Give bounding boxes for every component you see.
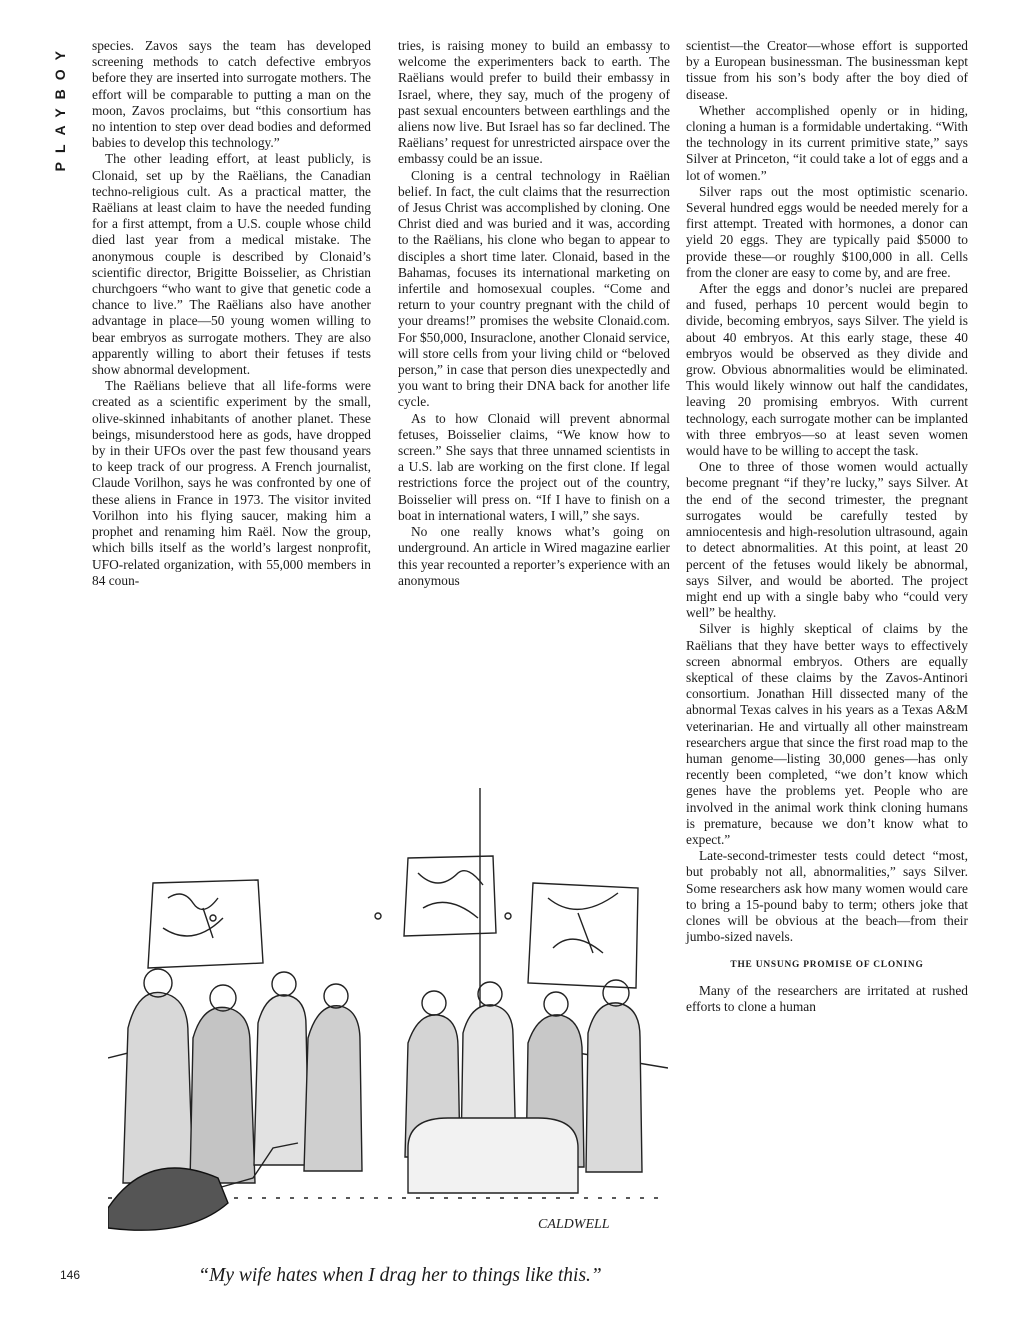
cartoon-illustration xyxy=(108,788,668,1248)
paragraph: Whether accomplished openly or in hiding, cloning a human is a formidable undertaking. “With the technology in its current primitive state,” says Silver at Princeton, “it could take a lot of eggs and a lot of women.” xyxy=(686,102,968,183)
masthead-vertical: PLAYBOY xyxy=(52,42,68,172)
article-column-3 xyxy=(686,38,968,1015)
paragraph: Cloning is a central technology in Raëlian belief. In fact, the cult claims that the resurrection of Jesus Christ was accomplished by cloning. One Christ died and was buried and it was, according to the Raëlians, his clone who began to appear to disciples a short time later. Clonaid, based in the Bahamas, focuses its international marketing on infertile and homosexual couples. “Come and return to your country pregnant with the child of your dreams!” promises the website Clonaid.com. For $50,000, Insuraclone, another Clonaid service, will store cells from your living child or “beloved person,” in case that person dies unexpectedly and you want to bring their DNA back for another life cycle. xyxy=(398,167,670,410)
paragraph: No one really knows what’s going on underground. An article in Wired magazine earlier this year recounted a reporter’s experience with an anonymous xyxy=(398,524,670,588)
paragraph: Silver raps out the most optimistic scenario. Several hundred eggs would be needed merely for a first attempt. Treated with hormones, a donor can yield 20 eggs. They are typically paid $5000 to provide these—or roughly $100,000 in all. Cells from the cloner are easy to come by, and are free. xyxy=(686,183,968,280)
paragraph: After the eggs and donor’s nuclei are prepared and fused, perhaps 10 percent would begin to divide, becoming embryos, says Silver. The yield is about 40 embryos. At this early stage, these 40 embryos would be observed as they divide and grow. Obvious abnormalities would be eliminated. This would likely winnow out half the candidates, leaving 20 promising embryos. With current technology, each surrogate mother can be implanted with three embryos—so at least seven women would have to be willing to accept the task. xyxy=(686,281,968,459)
page-number: 146 xyxy=(60,1268,81,1282)
paragraph: tries, is raising money to build an embassy to welcome the experimenters back to earth. The Raëlians would prefer to build their embassy in Israel, where, they say, much of the progeny of past sexual encounters between earthlings and the aliens now live. But Israel has so far declined. The Raëlians’ request for unrestricted airspace over the embassy could be an issue. xyxy=(398,38,670,167)
article-column-2 xyxy=(398,38,670,589)
cartoon-caption: “My wife hates when I drag her to things like this.” xyxy=(198,1265,602,1286)
paragraph: As to how Clonaid will prevent abnormal fetuses, Boisselier claims, “We know how to screen.” She says that three unnamed scientists in a U.S. lab are working on the first clone. If legal restrictions force the project out of the country, Boisselier will press on. “If I have to finish on a boat in international waters, I will,” she says. xyxy=(398,410,670,523)
paragraph: Many of the researchers are irritated at rushed efforts to clone a human xyxy=(686,982,968,1014)
section-subhead: THE UNSUNG PROMISE OF CLONING xyxy=(730,960,924,971)
paragraph: One to three of those women would actually become pregnant “if they’re lucky,” says Silver. At the end of the second trimester, the pregnant surrogates would be carefully tested by amniocentesis and high-resolution ultrasound, again to detect abnormalities. At this point, at least 20 percent of the fetuses would likely be abnormal, says Silver, and would be aborted. The project might end up with a single baby who “could very well” be healthy. xyxy=(686,459,968,621)
paragraph: Late-second-trimester tests could detect “most, but probably not all, abnormalities,” says Silver. Some researchers ask how many women would care to bring a 15-pound baby to term; others joke that clones will be obvious at the beach—from their jumbo-sized navels. xyxy=(686,848,968,945)
paragraph: The other leading effort, at least publicly, is Clonaid, set up by the Raëlians, the Canadian techno-religious cult. As a practical matter, the Raëlians at least claim to have the needed funding for a first attempt, from a U.S. couple whose child died last year from a medical mistake. The anonymous couple is described by Clonaid’s scientific director, Brigitte Boisselier, as Christian churchgoers “who want to give that genetic code a chance to live.” The Raëlians also have another advantage in place—50 young women willing to bear embryos as surrogate mothers. They are also apparently willing to abort their fetuses if tests show abnormal development. xyxy=(92,151,371,378)
cartoonist-signature: CALDWELL xyxy=(538,1217,610,1232)
paragraph: species. Zavos says the team has developed screening methods to catch defective embryos before they are inserted into surrogate mothers. The effort will be comparable to putting a man on the moon, Zavos proclaims, but “this consortium has no intention to step over dead bodies and deformed babies to develop this technology.” xyxy=(92,38,371,151)
article-column-1 xyxy=(92,38,371,589)
paragraph: The Raëlians believe that all life-forms were created as a scientific experiment by the small, olive-skinned inhabitants of another planet. These beings, misunderstood here as gods, have dropped by in their UFOs over the past few thousand years to keep track of our progress. A French journalist, Claude Vorilhon, says he was confronted by one of these aliens in France in 1973. The visitor invited Vorilhon into his flying saucer, making him a prophet and renaming him Raël. Now the group, which bills itself as the world’s largest nonprofit, UFO-related organization, with 55,000 members in 84 coun- xyxy=(92,378,371,588)
paragraph: scientist—the Creator—whose effort is supported by a European businessman. The businessman kept tissue from his son’s body after the boy died of disease. xyxy=(686,38,968,102)
paragraph: Silver is highly skeptical of claims by the Raëlians that they have better ways to effectively screen abnormal embryos. Others are equally skeptical of these claims by the Zavos-Antinori consortium. Jonathan Hill dissected many of the abnormal Texas calves in his years as a Texas A&M veterinarian. He and virtually all other mainstream researchers argue that since the first road map to the human genome—listing 30,000 genes—has only recently been completed, “we don’t know which genes have the problems yet. People who are involved in the animal work think cloning humans is premature, because we don’t know what to expect.” xyxy=(686,621,968,847)
